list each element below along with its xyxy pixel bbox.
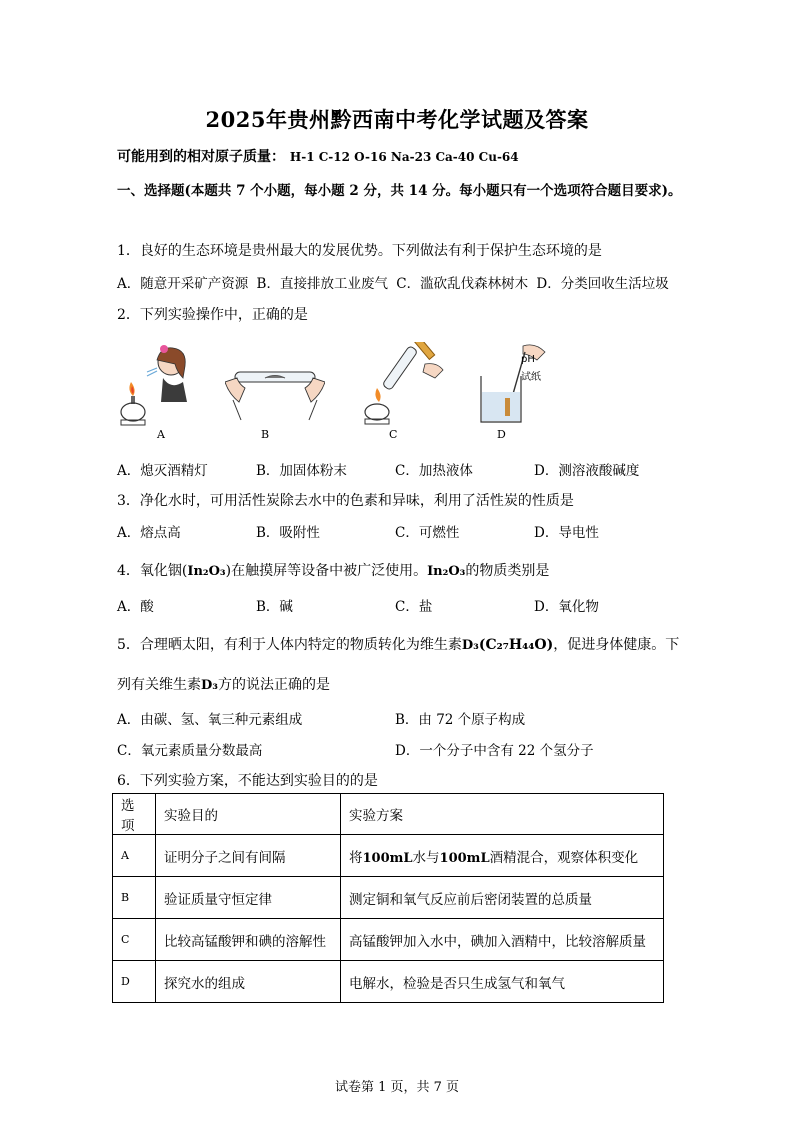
question-4-stem (117, 560, 549, 580)
row-option: A (113, 835, 156, 877)
question-4-options (117, 595, 599, 615)
fig-label-a: A (157, 428, 165, 441)
row-option: D (113, 961, 156, 1003)
row-plan: 高锰酸钾加入水中，碘加入酒精中，比较溶解质量 (341, 919, 664, 961)
row-purpose: 证明分子之间有间隔 (156, 835, 341, 877)
q4-formula-in2o3: In₂O₃ (187, 564, 226, 579)
q3-option-a: A．熔点高 (117, 525, 181, 541)
q2-option-b: B．加固体粉末 (256, 463, 347, 479)
page-footer: 试卷第 1 页，共 7 页 (334, 1080, 460, 1095)
table-row (113, 919, 664, 961)
question-3-options (117, 521, 599, 541)
fig-a-blowing-lamp-illustration (117, 342, 197, 442)
header-option: 选项 (113, 794, 156, 835)
question-2-figures (117, 342, 567, 447)
fig-label-c: C (389, 428, 398, 441)
q4-option-c: C．盐 (395, 599, 433, 615)
q3-option-c: C．可燃性 (395, 525, 460, 541)
q5-stem-pre: 5．合理晒太阳，有利于人体内特定的物质转化为维生素 (117, 637, 462, 653)
q2-option-c: C．加热液体 (395, 463, 473, 479)
q5-stem2-pre: 列有关维生素 (117, 677, 201, 693)
atomic-mass-line (117, 146, 519, 166)
row-plan-mid: 水与 (412, 849, 440, 866)
fig-label-d: D (497, 428, 506, 441)
q3-option-b: B．吸附性 (256, 525, 320, 541)
q5-option-a: A．由碳、氢、氧三种元素组成 (117, 712, 303, 728)
header-plan: 实验方案 (341, 794, 664, 835)
q4-formula-in2o3-2: In₂O₃ (427, 564, 466, 579)
table-row (113, 835, 664, 877)
question-5-options-row2 (117, 739, 594, 759)
q5-formula-d3-2: D₃ (201, 678, 218, 693)
q1-option-d: D．分类回收生活垃圾 (536, 276, 669, 292)
table-row (113, 877, 664, 919)
question-5-options-row1 (117, 708, 525, 728)
q5-stem2-post: 方的说法正确的是 (217, 677, 330, 693)
question-5-stem-line2 (117, 674, 330, 694)
atomic-mass-label: 可能用到的相对原子质量： (117, 149, 285, 165)
q5-option-d: D．一个分子中含有 22 个氢分子 (395, 743, 594, 759)
q4-stem-pre: 4．氧化铟( (117, 563, 188, 579)
question-1-options (117, 272, 669, 292)
row-plan (341, 835, 664, 877)
q4-stem-post: 的物质类别是 (465, 563, 550, 579)
q5-option-c: C．氧元素质量分数最高 (117, 743, 263, 759)
question-1-stem: 1．良好的生态环境是贵州最大的发展优势。下列做法有利于保护生态环境的是 (117, 243, 602, 259)
row-option: C (113, 919, 156, 961)
q5-option-b: B．由 72 个原子构成 (395, 712, 526, 728)
q5-formula-full: (C₂₇H₄₄O) (478, 637, 554, 653)
fig-c-heating-liquid-illustration (355, 342, 450, 427)
row-plan: 电解水，检验是否只生成氢气和氧气 (341, 961, 664, 1003)
fig-label-b: B (261, 428, 270, 441)
question-2-options (117, 459, 639, 479)
row-plan: 测定铜和氧气反应前后密闭装置的总质量 (341, 877, 664, 919)
ph-label: pH (521, 354, 535, 365)
atomic-mass-values: H-1 C-12 O-16 Na-23 Ca-40 Cu-64 (289, 150, 519, 164)
row-plan-amount-1: 100mL (362, 850, 413, 866)
q1-option-b: B．直接排放工业废气 (256, 276, 388, 292)
q4-option-d: D．氧化物 (534, 599, 599, 615)
question-6-stem: 6．下列实验方案，不能达到实验目的的是 (117, 773, 378, 789)
row-option: B (113, 877, 156, 919)
q4-stem-mid: )在触摸屏等设备中被广泛使用。 (225, 563, 428, 579)
row-plan-pre: 将 (349, 849, 363, 866)
row-purpose: 探究水的组成 (156, 961, 341, 1003)
q4-option-a: A．酸 (117, 599, 154, 615)
row-purpose: 验证质量守恒定律 (156, 877, 341, 919)
q5-formula-d3: D₃ (461, 638, 479, 653)
question-2-stem: 2．下列实验操作中，正确的是 (117, 307, 308, 323)
q5-stem-post: ，促进身体健康。下 (553, 637, 680, 653)
experiment-table (112, 793, 664, 1003)
row-purpose: 比较高锰酸钾和碘的溶解性 (156, 919, 341, 961)
row-plan-post: 酒精混合，观察体积变化 (489, 849, 639, 866)
table-row (113, 961, 664, 1003)
table-header-row (113, 794, 664, 835)
header-purpose: 实验目的 (156, 794, 341, 835)
row-plan-amount-2: 100mL (439, 850, 490, 866)
test-paper-label: 试纸 (521, 372, 541, 383)
question-5-stem (117, 634, 679, 654)
q1-option-a: A．随意开采矿产资源 (117, 276, 249, 292)
fig-b-test-tube-powder-illustration (225, 342, 325, 427)
q1-option-c: C．滥砍乱伐森林树木 (396, 276, 529, 292)
page-title: 2025年贵州黔西南中考化学试题及答案 (205, 107, 589, 132)
section-heading: 一、选择题(本题共 7 个小题，每小题 2 分，共 14 分。每小题只有一个选项符合题目要求)。 (117, 183, 682, 199)
q4-option-b: B．碱 (256, 599, 293, 615)
question-3-stem: 3．净化水时，可用活性炭除去水中的色素和异味，利用了活性炭的性质是 (117, 493, 574, 509)
q2-option-d: D．测溶液酸碱度 (534, 463, 640, 479)
q3-option-d: D．导电性 (534, 525, 599, 541)
q2-option-a: A．熄灭酒精灯 (117, 463, 208, 479)
